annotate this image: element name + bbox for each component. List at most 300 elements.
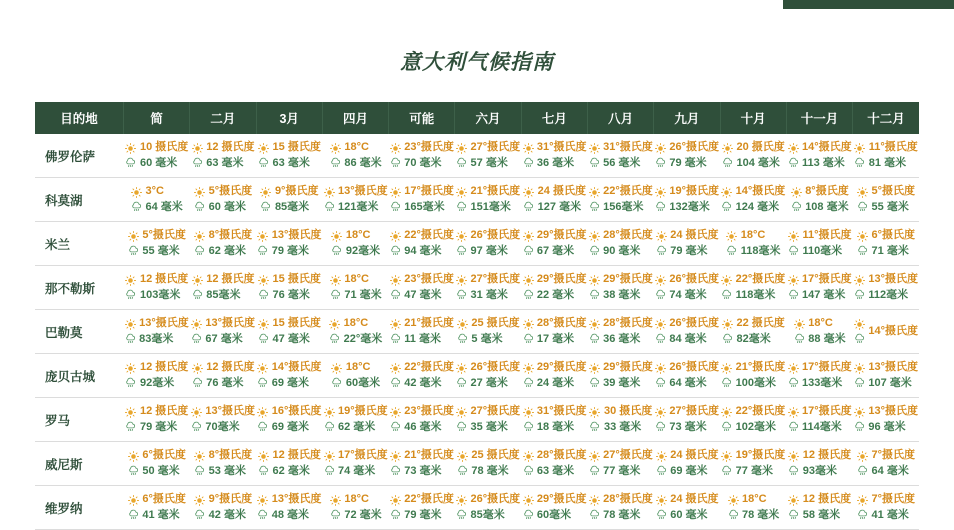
sun-icon — [857, 495, 868, 506]
climate-cell — [853, 222, 919, 266]
temperature-value: 17°摄氏度 — [338, 448, 388, 464]
temperature-value: 12 摄氏度 — [140, 272, 188, 288]
climate-icons — [722, 319, 734, 344]
climate-cell — [322, 442, 388, 486]
rain-cloud-icon — [324, 201, 335, 212]
temperature-value: 22°摄氏度 — [603, 184, 653, 200]
climate-cell — [190, 398, 256, 442]
temperature-value: 22°摄氏度 — [736, 272, 786, 288]
climate-icons — [323, 407, 335, 432]
temperature-value: 26°摄氏度 — [471, 492, 521, 508]
precipitation-value: 79 毫米 — [669, 156, 706, 172]
rain-cloud-icon — [589, 157, 600, 168]
temperature-value: 21°摄氏度 — [404, 316, 454, 332]
rain-cloud-icon — [655, 201, 666, 212]
temperature-value: 31°摄氏度 — [537, 404, 587, 420]
precipitation-value: 63 毫米 — [206, 156, 243, 172]
sun-icon — [794, 319, 805, 330]
table-row — [35, 310, 919, 354]
climate-cell — [654, 134, 720, 178]
temperature-value: 10 摄氏度 — [140, 140, 188, 156]
climate-icons — [260, 187, 272, 212]
climate-cell-inner — [257, 316, 321, 348]
climate-icons — [787, 143, 799, 168]
climate-cell-inner — [588, 360, 652, 392]
temperature-value: 29°摄氏度 — [603, 360, 653, 376]
climate-cell-inner — [257, 360, 321, 392]
precipitation-value: 85毫米 — [471, 508, 505, 524]
climate-icons — [588, 231, 600, 256]
climate-icons — [655, 231, 667, 256]
precipitation-value: 35 毫米 — [471, 420, 508, 436]
sun-icon — [788, 407, 799, 418]
table-row — [35, 354, 919, 398]
climate-cell-inner — [854, 184, 918, 216]
temperature-value: 26°摄氏度 — [669, 272, 719, 288]
climate-icons — [125, 407, 137, 432]
climate-cell-inner — [257, 404, 321, 436]
precipitation-value: 86 毫米 — [344, 156, 381, 172]
table-header-row — [35, 102, 919, 134]
climate-values — [344, 272, 381, 304]
precipitation-value: 58 毫米 — [803, 508, 840, 524]
climate-values — [471, 448, 519, 480]
rain-cloud-icon — [331, 377, 342, 388]
sun-icon — [722, 143, 733, 154]
sun-icon — [721, 363, 732, 374]
sun-icon — [788, 275, 799, 286]
rain-cloud-icon — [791, 201, 802, 212]
rain-cloud-icon — [655, 421, 666, 432]
temperature-value: 24 摄氏度 — [538, 184, 586, 200]
climate-cell-inner — [721, 140, 785, 172]
temperature-value: 13°摄氏度 — [272, 228, 322, 244]
sun-icon — [589, 407, 600, 418]
climate-values — [209, 184, 253, 216]
climate-values — [140, 404, 188, 436]
sun-icon — [523, 187, 534, 198]
climate-cell-inner — [522, 228, 586, 260]
temperature-value: 22°摄氏度 — [404, 228, 454, 244]
precipitation-value: 113 毫米 — [802, 156, 845, 172]
rain-cloud-icon — [589, 289, 600, 300]
precipitation-value: 114毫米 — [802, 420, 842, 436]
climate-cell-inner — [787, 272, 851, 304]
precipitation-value: 50 毫米 — [142, 464, 179, 480]
climate-icons — [522, 231, 534, 256]
precipitation-value: 64 毫米 — [872, 464, 909, 480]
climate-cell-inner — [125, 316, 189, 348]
climate-values — [273, 448, 321, 480]
temperature-value: 13°摄氏度 — [139, 316, 189, 332]
climate-cell-inner — [323, 404, 387, 436]
table-row — [35, 442, 919, 486]
rain-cloud-icon — [324, 465, 335, 476]
climate-cell — [455, 266, 521, 310]
climate-cell-inner — [655, 184, 719, 216]
rain-cloud-icon — [456, 289, 467, 300]
sun-icon — [194, 187, 205, 198]
climate-icons — [191, 143, 203, 168]
climate-cell-inner — [456, 184, 520, 216]
rain-cloud-icon — [523, 245, 534, 256]
climate-cell — [124, 310, 190, 354]
sun-icon — [589, 187, 600, 198]
sun-icon — [788, 451, 799, 462]
climate-cell — [521, 398, 587, 442]
climate-cell — [455, 398, 521, 442]
climate-values — [272, 404, 322, 436]
climate-cell-inner — [390, 404, 454, 436]
climate-values — [404, 360, 454, 392]
precipitation-value: 93毫米 — [803, 464, 837, 480]
precipitation-value: 84 毫米 — [669, 332, 706, 348]
table-row — [35, 134, 919, 178]
column-header-month-2: 二月 — [190, 102, 256, 134]
precipitation-value: 132毫米 — [669, 200, 709, 216]
sun-icon — [656, 495, 667, 506]
climate-cell — [654, 486, 720, 530]
climate-cell — [124, 354, 190, 398]
climate-cell — [455, 310, 521, 354]
rain-cloud-icon — [191, 421, 202, 432]
climate-icons — [390, 363, 402, 388]
climate-cell — [124, 442, 190, 486]
rain-cloud-icon — [194, 201, 205, 212]
climate-cell-inner — [588, 492, 652, 524]
rain-cloud-icon — [523, 421, 534, 432]
climate-cell — [455, 486, 521, 530]
climate-icons — [522, 143, 534, 168]
climate-cell — [521, 266, 587, 310]
climate-cell-inner — [655, 492, 719, 524]
climate-cell-inner — [390, 140, 454, 172]
temperature-value: 19°摄氏度 — [736, 448, 786, 464]
rain-cloud-icon — [589, 465, 600, 476]
climate-icons — [127, 495, 139, 520]
sun-icon — [523, 495, 534, 506]
rain-cloud-icon — [656, 245, 667, 256]
climate-values — [537, 492, 587, 524]
temperature-value: 5°摄氏度 — [142, 228, 186, 244]
precipitation-value: 74 毫米 — [669, 288, 706, 304]
climate-cell — [124, 134, 190, 178]
climate-icons — [191, 319, 203, 344]
rain-cloud-icon — [523, 465, 534, 476]
climate-icons — [127, 231, 139, 256]
climate-icons — [854, 275, 866, 300]
climate-values — [603, 272, 653, 304]
climate-cell-inner — [854, 492, 918, 524]
precipitation-value: 104 毫米 — [737, 156, 780, 172]
climate-values — [603, 360, 653, 392]
climate-values — [603, 228, 653, 260]
climate-cell — [455, 354, 521, 398]
climate-cell — [587, 442, 653, 486]
climate-values — [140, 272, 188, 304]
climate-icons — [257, 231, 269, 256]
precipitation-value: 92毫米 — [140, 376, 174, 392]
rain-cloud-icon — [788, 157, 799, 168]
sun-icon — [257, 231, 268, 242]
rain-cloud-icon — [788, 509, 799, 520]
climate-values — [272, 228, 322, 260]
climate-icons — [191, 275, 203, 300]
climate-values — [736, 360, 786, 392]
precipitation-value: 118毫米 — [741, 244, 781, 260]
temperature-value: 18°C — [346, 360, 371, 376]
climate-cell — [786, 266, 852, 310]
sun-icon — [331, 363, 342, 374]
climate-icons — [390, 495, 402, 520]
climate-cell — [190, 442, 256, 486]
climate-icons — [588, 187, 600, 212]
precipitation-value: 67 毫米 — [205, 332, 242, 348]
rain-cloud-icon — [192, 157, 203, 168]
precipitation-value: 36 毫米 — [537, 156, 574, 172]
climate-values — [206, 272, 254, 304]
precipitation-value: 92毫米 — [346, 244, 380, 260]
rain-cloud-icon — [131, 201, 142, 212]
climate-values — [868, 272, 918, 304]
rain-cloud-icon — [456, 377, 467, 388]
climate-cell-inner — [854, 404, 918, 436]
climate-cell-inner — [191, 360, 255, 392]
climate-cell — [124, 222, 190, 266]
table-row — [35, 178, 919, 222]
climate-values — [669, 404, 719, 436]
climate-cell — [853, 486, 919, 530]
temperature-value: 30 摄氏度 — [604, 404, 652, 420]
climate-cell-inner — [655, 228, 719, 260]
climate-values — [868, 360, 918, 392]
climate-values — [802, 228, 851, 260]
climate-icons — [722, 143, 734, 168]
climate-cell-inner — [323, 184, 387, 216]
sun-icon — [125, 143, 136, 154]
climate-cell-inner — [125, 404, 189, 436]
rain-cloud-icon — [726, 245, 737, 256]
sun-icon — [726, 231, 737, 242]
temperature-value: 26°摄氏度 — [669, 316, 719, 332]
climate-icons — [257, 407, 269, 432]
temperature-value: 22°摄氏度 — [736, 404, 786, 420]
column-header-month-4: 四月 — [322, 102, 388, 134]
climate-values — [669, 140, 719, 172]
precipitation-value: 69 毫米 — [670, 464, 707, 480]
sun-icon — [656, 451, 667, 462]
climate-cell-inner — [655, 272, 719, 304]
climate-cell-inner — [257, 184, 321, 216]
precipitation-value: 36 毫米 — [603, 332, 640, 348]
climate-values — [273, 316, 321, 348]
climate-cell-inner — [721, 492, 785, 524]
sun-icon — [457, 319, 468, 330]
temperature-value: 27°摄氏度 — [471, 272, 521, 288]
rain-cloud-icon — [128, 509, 139, 520]
sun-icon — [128, 495, 139, 506]
climate-cell-inner — [655, 448, 719, 480]
precipitation-value: 60毫米 — [346, 376, 380, 392]
sun-icon — [721, 451, 732, 462]
climate-cell-inner — [191, 228, 255, 260]
climate-icons — [857, 451, 869, 476]
climate-cell — [455, 222, 521, 266]
climate-icons — [854, 407, 866, 432]
climate-cell — [786, 486, 852, 530]
sun-icon — [721, 407, 732, 418]
rain-cloud-icon — [788, 289, 799, 300]
climate-cell-inner — [390, 316, 454, 348]
climate-cell — [256, 398, 322, 442]
temperature-value: 15 摄氏度 — [273, 272, 321, 288]
precipitation-value: 103毫米 — [140, 288, 180, 304]
temperature-value: 3°C — [145, 184, 163, 200]
climate-icons — [854, 143, 866, 168]
temperature-value: 29°摄氏度 — [537, 272, 587, 288]
sun-icon — [854, 319, 865, 330]
climate-cell — [654, 442, 720, 486]
rain-cloud-icon — [456, 509, 467, 520]
sun-icon — [258, 451, 269, 462]
rain-cloud-icon — [194, 245, 205, 256]
precipitation-value: 70毫米 — [205, 420, 239, 436]
climate-cell — [190, 222, 256, 266]
climate-icons — [588, 495, 600, 520]
sun-icon — [523, 275, 534, 286]
rain-cloud-icon — [589, 509, 600, 520]
column-header-month-12: 十二月 — [853, 102, 919, 134]
climate-icons — [390, 187, 402, 212]
climate-cell — [256, 266, 322, 310]
climate-cell-inner — [522, 492, 586, 524]
climate-cell — [720, 222, 786, 266]
climate-icons — [588, 319, 600, 344]
climate-cell-inner — [456, 228, 520, 260]
precipitation-value: 76 毫米 — [206, 376, 243, 392]
precipitation-value: 82毫米 — [737, 332, 771, 348]
climate-icons — [793, 319, 805, 344]
sun-icon — [390, 319, 401, 330]
sun-icon — [456, 187, 467, 198]
precipitation-value: 81 毫米 — [869, 156, 906, 172]
temperature-value: 14°摄氏度 — [272, 360, 322, 376]
climate-values — [205, 316, 255, 348]
precipitation-value: 5 毫米 — [471, 332, 502, 348]
climate-cell-inner — [257, 140, 321, 172]
rain-cloud-icon — [192, 289, 203, 300]
climate-values — [737, 316, 785, 348]
climate-cell — [389, 178, 455, 222]
temperature-value: 26°摄氏度 — [471, 228, 521, 244]
rain-cloud-icon — [456, 421, 467, 432]
climate-cell — [124, 398, 190, 442]
climate-cell — [521, 354, 587, 398]
sun-icon — [192, 363, 203, 374]
climate-values — [209, 448, 253, 480]
climate-icons — [787, 231, 799, 256]
climate-cell-inner — [257, 272, 321, 304]
temperature-value: 23°摄氏度 — [404, 272, 454, 288]
climate-icons — [456, 451, 468, 476]
climate-values — [272, 360, 322, 392]
climate-values — [344, 492, 381, 524]
column-header-month-11: 十一月 — [786, 102, 852, 134]
precipitation-value: 53 毫米 — [209, 464, 246, 480]
temperature-value: 26°摄氏度 — [669, 360, 719, 376]
climate-icons — [329, 319, 341, 344]
climate-values — [537, 360, 587, 392]
temperature-value: 29°摄氏度 — [537, 360, 587, 376]
temperature-value: 6°摄氏度 — [872, 228, 916, 244]
precipitation-value: 22 毫米 — [537, 288, 574, 304]
column-header-destination: 目的地 — [35, 102, 124, 134]
climate-icons — [258, 275, 270, 300]
sun-icon — [589, 363, 600, 374]
precipitation-value: 24 毫米 — [537, 376, 574, 392]
sun-icon — [390, 275, 401, 286]
climate-cell-inner — [125, 272, 189, 304]
sun-icon — [191, 319, 202, 330]
climate-values — [273, 272, 321, 304]
precipitation-value: 47 毫米 — [404, 288, 441, 304]
climate-cell — [389, 486, 455, 530]
climate-cell — [389, 354, 455, 398]
climate-cell — [720, 398, 786, 442]
climate-cell — [124, 486, 190, 530]
precipitation-value: 60毫米 — [537, 508, 571, 524]
climate-cell — [190, 134, 256, 178]
rain-cloud-icon — [191, 333, 202, 344]
temperature-value: 15 摄氏度 — [273, 316, 321, 332]
precipitation-value: 41 毫米 — [872, 508, 909, 524]
climate-cell — [322, 398, 388, 442]
climate-cell — [256, 486, 322, 530]
rain-cloud-icon — [456, 201, 467, 212]
climate-values — [603, 140, 653, 172]
destination-cell: 威尼斯 — [35, 442, 124, 486]
precipitation-value: 102毫米 — [736, 420, 776, 436]
sun-icon — [329, 319, 340, 330]
sun-icon — [390, 363, 401, 374]
precipitation-value: 42 毫米 — [209, 508, 246, 524]
climate-icons — [655, 143, 667, 168]
temperature-value: 8°摄氏度 — [805, 184, 849, 200]
temperature-value: 9°摄氏度 — [275, 184, 319, 200]
temperature-value: 12 摄氏度 — [206, 272, 254, 288]
climate-cell-inner — [125, 228, 189, 260]
climate-cell — [654, 266, 720, 310]
precipitation-value: 69 毫米 — [272, 420, 309, 436]
sun-icon — [125, 319, 136, 330]
climate-cell-inner — [323, 228, 387, 260]
climate-values — [741, 228, 781, 260]
rain-cloud-icon — [194, 509, 205, 520]
climate-values — [872, 492, 916, 524]
rain-cloud-icon — [390, 289, 401, 300]
rain-cloud-icon — [194, 465, 205, 476]
climate-values — [737, 140, 785, 172]
destination-cell: 科莫湖 — [35, 178, 124, 222]
temperature-value: 20 摄氏度 — [737, 140, 785, 156]
sun-icon — [523, 363, 534, 374]
climate-icons — [787, 407, 799, 432]
rain-cloud-icon — [722, 333, 733, 344]
climate-values — [669, 184, 719, 216]
climate-icons — [329, 495, 341, 520]
climate-cell — [389, 442, 455, 486]
sun-icon — [854, 143, 865, 154]
